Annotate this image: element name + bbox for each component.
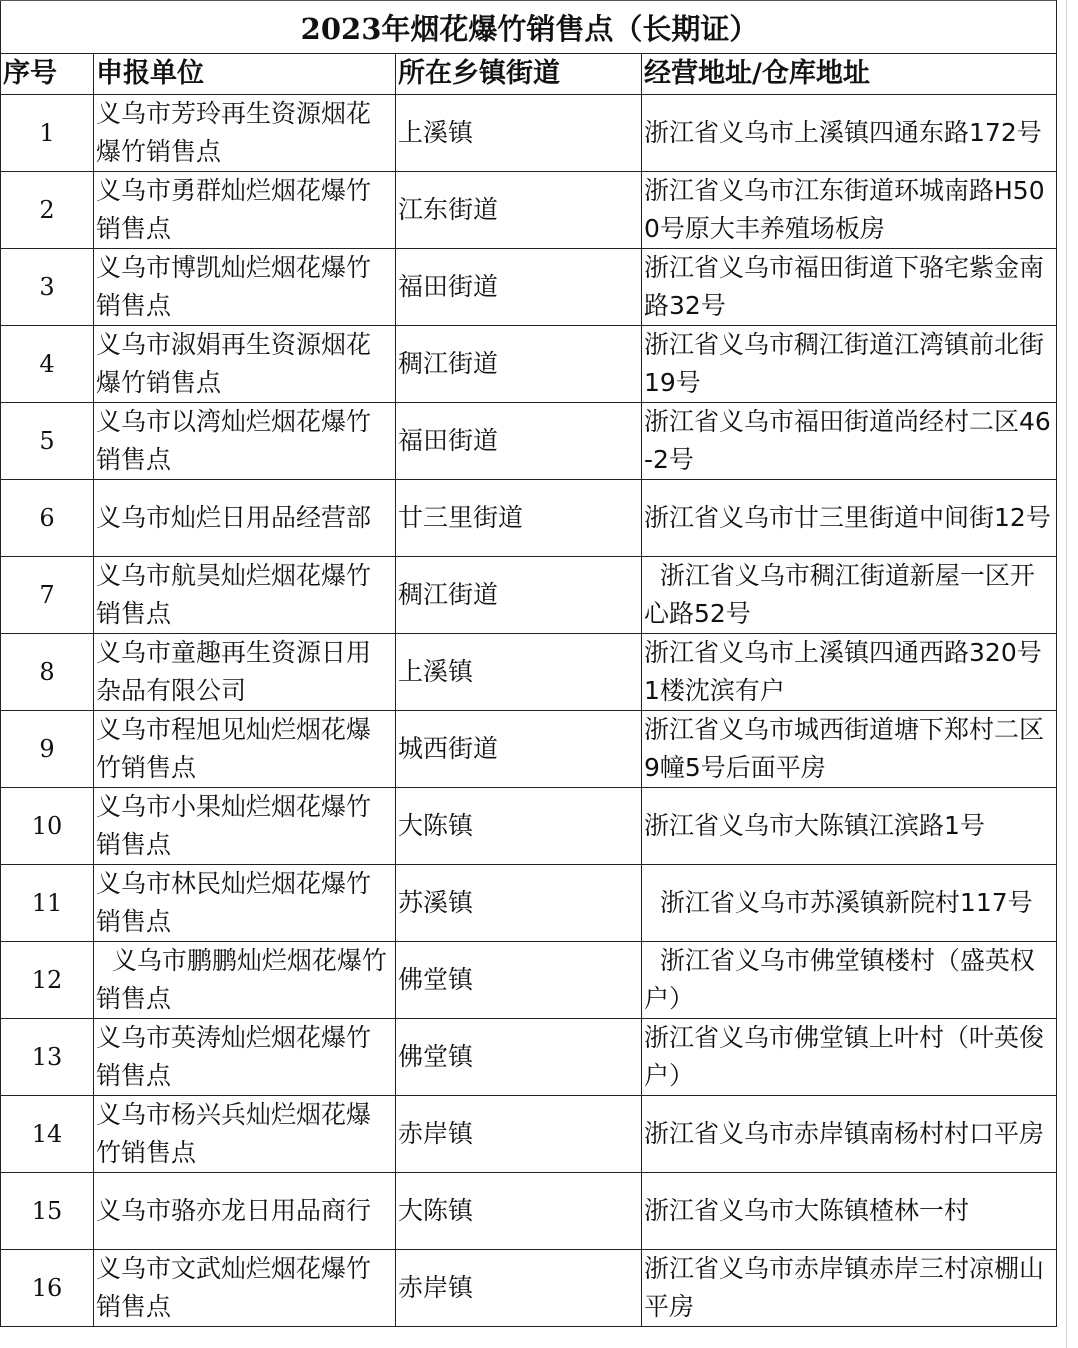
cell-town-text: 佛堂镇 (398, 965, 474, 994)
cell-town-text: 稠江街道 (398, 349, 499, 378)
cell-unit[interactable] (94, 634, 396, 711)
cell-address[interactable] (642, 480, 1057, 557)
cell-unit-text: 义乌市童趣再生资源日用杂品有限公司 (96, 638, 372, 705)
cell-town-text: 上溪镇 (398, 118, 474, 147)
cell-index-text: 5 (39, 427, 55, 455)
cell-unit-text: 义乌市航昊灿烂烟花爆竹销售点 (96, 561, 372, 628)
cell-unit-text: 义乌市博凯灿烂烟花爆竹销售点 (96, 253, 372, 320)
cell-address-text: 浙江省义乌市稠江街道江湾镇前北街19号 (644, 330, 1045, 397)
cell-unit-text: 义乌市小果灿烂烟花爆竹销售点 (96, 792, 372, 859)
table-row (1, 1019, 1057, 1096)
cell-index-text: 8 (39, 658, 55, 686)
cell-index[interactable] (1, 557, 94, 634)
cell-index[interactable] (1, 480, 94, 557)
table-row (1, 1173, 1057, 1250)
cell-address-text: 浙江省义乌市赤岸镇赤岸三村凉棚山平房 (644, 1254, 1045, 1321)
cell-unit-text: 义乌市鹏鹏灿烂烟花爆竹销售点 (96, 946, 387, 1013)
cell-unit[interactable] (94, 326, 396, 403)
cell-unit[interactable] (94, 480, 396, 557)
table-row (1, 634, 1057, 711)
cell-index[interactable] (1, 172, 94, 249)
cell-town[interactable] (396, 865, 642, 942)
cell-unit[interactable] (94, 788, 396, 865)
cell-town-text: 大陈镇 (398, 811, 474, 840)
cell-unit-text: 义乌市骆亦龙日用品商行 (96, 1196, 372, 1225)
cell-unit-text: 义乌市勇群灿烂烟花爆竹销售点 (96, 176, 372, 243)
cell-index[interactable] (1, 788, 94, 865)
cell-town-text: 江东街道 (398, 195, 499, 224)
cell-town[interactable] (396, 480, 642, 557)
table-row (1, 865, 1057, 942)
cell-address-text: 浙江省义乌市大陈镇江滨路1号 (644, 811, 985, 840)
cell-index[interactable] (1, 711, 94, 788)
cell-town-text: 城西街道 (398, 734, 499, 763)
table-row (1, 1096, 1057, 1173)
header-unit[interactable]: 申报单位 (94, 54, 396, 95)
cell-index-text: 13 (31, 1043, 63, 1071)
cell-index-text: 3 (39, 273, 55, 301)
cell-address[interactable] (642, 1173, 1057, 1250)
cell-index[interactable] (1, 1019, 94, 1096)
cell-index-text: 10 (31, 812, 63, 840)
header-index[interactable]: 序号 (1, 54, 94, 95)
table-row (1, 480, 1057, 557)
cell-town[interactable] (396, 788, 642, 865)
cell-index[interactable] (1, 634, 94, 711)
cell-index[interactable] (1, 1173, 94, 1250)
cell-town-text: 福田街道 (398, 272, 499, 301)
cell-town-text: 大陈镇 (398, 1196, 474, 1225)
cell-index[interactable] (1, 1250, 94, 1327)
cell-index-text: 7 (39, 581, 55, 609)
cell-address[interactable] (642, 634, 1057, 711)
table-title[interactable]: 2023年烟花爆竹销售点（长期证） (1, 1, 1057, 54)
cell-unit-text: 义乌市灿烂日用品经营部 (96, 503, 372, 532)
cell-town-text: 赤岸镇 (398, 1273, 474, 1302)
cell-town-text: 福田街道 (398, 426, 499, 455)
cell-town[interactable] (396, 1019, 642, 1096)
table-row (1, 711, 1057, 788)
cell-unit[interactable] (94, 1173, 396, 1250)
cell-town-text: 佛堂镇 (398, 1042, 474, 1071)
cell-unit-text: 义乌市杨兴兵灿烂烟花爆竹销售点 (96, 1100, 372, 1167)
cell-address-text: 浙江省义乌市苏溪镇新院村117号 (644, 888, 1033, 917)
table-row (1, 95, 1057, 172)
cell-address-text: 浙江省义乌市廿三里街道中间街12号 (644, 503, 1051, 532)
column-gridline (1066, 0, 1067, 1348)
cell-address-text: 浙江省义乌市福田街道尚经村二区46-2号 (644, 407, 1051, 474)
cell-address-text: 浙江省义乌市福田街道下骆宅紫金南路32号 (644, 253, 1045, 320)
cell-index-text: 16 (31, 1274, 63, 1302)
cell-address[interactable] (642, 326, 1057, 403)
cell-address[interactable] (642, 865, 1057, 942)
cell-unit-text: 义乌市文武灿烂烟花爆竹销售点 (96, 1254, 372, 1321)
cell-unit-text: 义乌市英涛灿烂烟花爆竹销售点 (96, 1023, 372, 1090)
cell-index[interactable] (1, 865, 94, 942)
cell-town[interactable] (396, 1096, 642, 1173)
title-row (1, 1, 1057, 54)
cell-town-text: 苏溪镇 (398, 888, 474, 917)
cell-index-text: 11 (31, 889, 63, 917)
cell-address-text: 浙江省义乌市佛堂镇楼村（盛英权户） (644, 946, 1035, 1013)
cell-address[interactable] (642, 172, 1057, 249)
cell-unit[interactable] (94, 1250, 396, 1327)
header-row (1, 54, 1057, 95)
table-row (1, 1250, 1057, 1327)
table-row (1, 403, 1057, 480)
cell-address[interactable] (642, 1250, 1057, 1327)
cell-unit[interactable] (94, 403, 396, 480)
cell-index[interactable] (1, 326, 94, 403)
cell-index-text: 4 (39, 350, 55, 378)
cell-index-text: 2 (39, 196, 55, 224)
cell-unit[interactable] (94, 1096, 396, 1173)
cell-town[interactable] (396, 326, 642, 403)
cell-address[interactable] (642, 557, 1057, 634)
cell-town[interactable] (396, 1173, 642, 1250)
cell-index[interactable] (1, 95, 94, 172)
cell-unit[interactable] (94, 249, 396, 326)
cell-address-text: 浙江省义乌市上溪镇四通西路320号1楼沈滨有户 (644, 638, 1042, 705)
cell-unit-text: 义乌市林民灿烂烟花爆竹销售点 (96, 869, 372, 936)
cell-index[interactable] (1, 249, 94, 326)
cell-unit[interactable] (94, 711, 396, 788)
cell-address[interactable] (642, 942, 1057, 1019)
cell-town-text: 上溪镇 (398, 657, 474, 686)
cell-index-text: 14 (31, 1120, 63, 1148)
cell-address[interactable] (642, 1096, 1057, 1173)
cell-unit[interactable] (94, 942, 396, 1019)
cell-index-text: 1 (39, 119, 55, 147)
cell-index-text: 12 (31, 966, 63, 994)
table-row (1, 942, 1057, 1019)
cell-address-text: 浙江省义乌市大陈镇楂林一村 (644, 1196, 970, 1225)
cell-address[interactable] (642, 711, 1057, 788)
cell-address[interactable] (642, 403, 1057, 480)
cell-address-text: 浙江省义乌市稠江街道新屋一区开心路52号 (644, 561, 1035, 628)
table-row (1, 788, 1057, 865)
cell-address-text: 浙江省义乌市赤岸镇南杨村村口平房 (644, 1119, 1045, 1148)
cell-index[interactable] (1, 942, 94, 1019)
cell-town[interactable] (396, 557, 642, 634)
cell-address-text: 浙江省义乌市佛堂镇上叶村（叶英俊户） (644, 1023, 1045, 1090)
cell-index[interactable] (1, 1096, 94, 1173)
cell-address[interactable] (642, 249, 1057, 326)
cell-town[interactable] (396, 249, 642, 326)
cell-unit-text: 义乌市淑娟再生资源烟花爆竹销售点 (96, 330, 372, 397)
cell-address-text: 浙江省义乌市上溪镇四通东路172号 (644, 118, 1042, 147)
table-row (1, 326, 1057, 403)
cell-town[interactable] (396, 172, 642, 249)
cell-town[interactable] (396, 95, 642, 172)
cell-index-text: 6 (39, 504, 55, 532)
cell-unit[interactable] (94, 865, 396, 942)
header-town[interactable]: 所在乡镇街道 (396, 54, 642, 95)
cell-town-text: 稠江街道 (398, 580, 499, 609)
cell-unit[interactable] (94, 557, 396, 634)
cell-town[interactable] (396, 403, 642, 480)
cell-town-text: 赤岸镇 (398, 1119, 474, 1148)
table-row (1, 172, 1057, 249)
cell-unit[interactable] (94, 1019, 396, 1096)
table-row (1, 557, 1057, 634)
cell-unit-text: 义乌市芳玲再生资源烟花爆竹销售点 (96, 99, 372, 166)
cell-index-text: 15 (31, 1197, 63, 1225)
cell-address[interactable] (642, 1019, 1057, 1096)
cell-town-text: 廿三里街道 (398, 503, 524, 532)
cell-address-text: 浙江省义乌市城西街道塘下郑村二区9幢5号后面平房 (644, 715, 1045, 782)
cell-town[interactable] (396, 634, 642, 711)
cell-unit[interactable] (94, 172, 396, 249)
cell-index[interactable] (1, 403, 94, 480)
cell-index-text: 9 (39, 735, 55, 763)
table-row (1, 249, 1057, 326)
cell-address[interactable] (642, 788, 1057, 865)
cell-town[interactable] (396, 942, 642, 1019)
cell-town[interactable] (396, 1250, 642, 1327)
header-address[interactable]: 经营地址/仓库地址 (642, 54, 1057, 95)
cell-unit-text: 义乌市以湾灿烂烟花爆竹销售点 (96, 407, 372, 474)
cell-address-text: 浙江省义乌市江东街道环城南路H500号原大丰养殖场板房 (644, 176, 1045, 243)
cell-town[interactable] (396, 711, 642, 788)
cell-unit-text: 义乌市程旭见灿烂烟花爆竹销售点 (96, 715, 372, 782)
cell-unit[interactable] (94, 95, 396, 172)
cell-address[interactable] (642, 95, 1057, 172)
